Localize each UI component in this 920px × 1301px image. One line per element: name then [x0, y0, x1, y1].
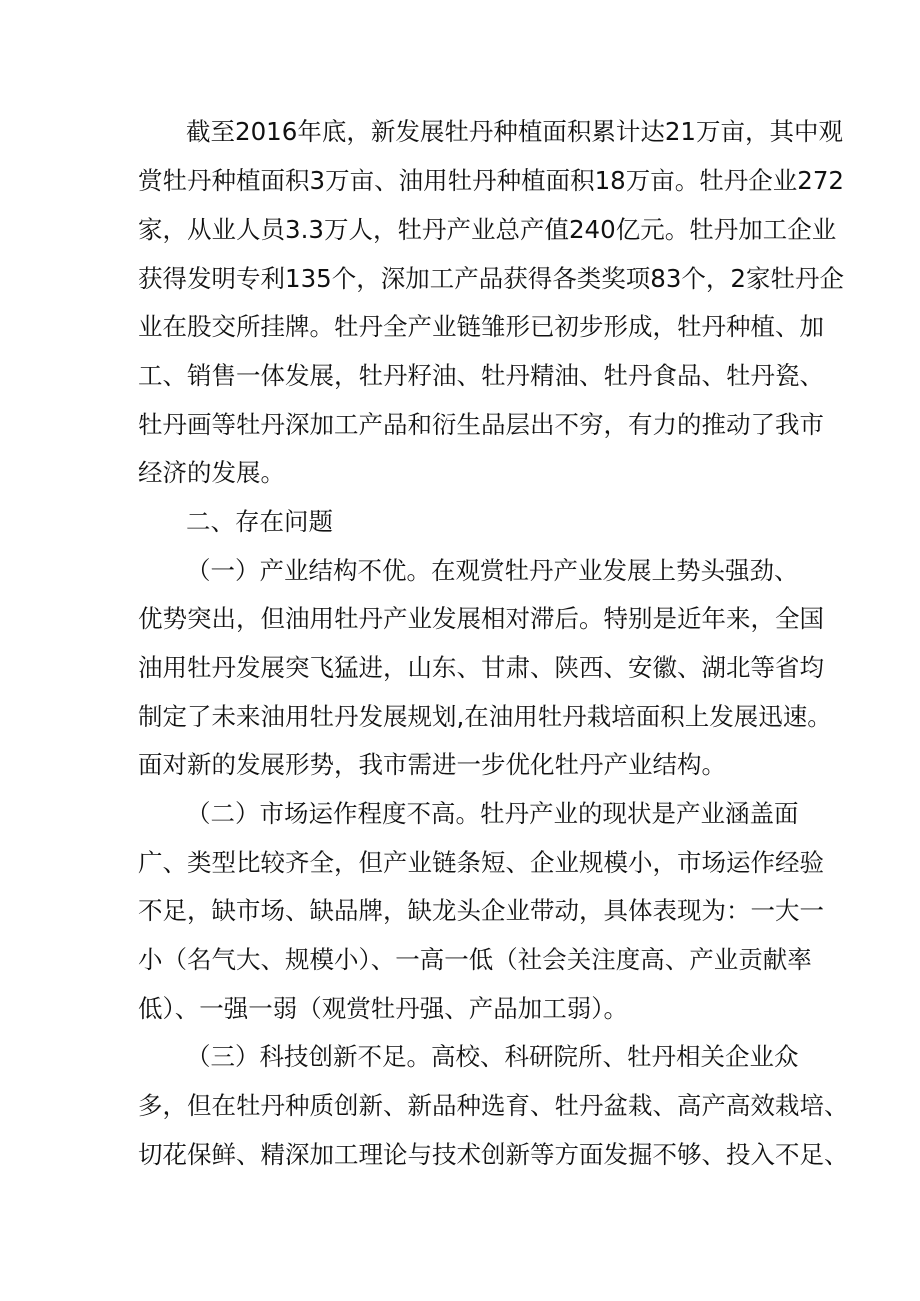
text-line: 面对新的发展形势，我市需进一步优化牡丹产业结构。 [138, 750, 726, 779]
text-line: 获得发明专利135个，深加工产品获得各类奖项83个，2家牡丹企 [138, 264, 845, 293]
text-line: 家，从业人员3.3万人，牡丹产业总产值240亿元。牡丹加工企业 [138, 215, 837, 244]
text-line: 赏牡丹种植面积3万亩、油用牡丹种植面积18万亩。牡丹企业272 [138, 166, 845, 195]
text-line: 广、类型比较齐全，但产业链条短、企业规模小，市场运作经验 [138, 848, 824, 877]
text-line: 业在股交所挂牌。牡丹全产业链雏形已初步形成，牡丹种植、加 [138, 312, 824, 341]
text-line: 不足，缺市场、缺品牌，缺龙头企业带动，具体表现为：一大一 [138, 896, 824, 925]
text-line: 制定了未来油用牡丹发展规划,在油用牡丹栽培面积上发展迅速。 [138, 702, 832, 731]
text-line: 油用牡丹发展突飞猛进，山东、甘肃、陕西、安徽、湖北等省均 [138, 653, 824, 682]
text-line: 低）、一强一弱（观赏牡丹强、产品加工弱）。 [138, 994, 628, 1023]
text-line: （二）市场运作程度不高。牡丹产业的现状是产业涵盖面 [186, 799, 799, 828]
text-line: 切花保鲜、精深加工理论与技术创新等方面发掘不够、投入不足、 [138, 1140, 849, 1169]
text-line: 小（名气大、规模小）、一高一低（社会关注度高、产业贡献率 [138, 945, 812, 974]
text-line: 牡丹画等牡丹深加工产品和衍生品层出不穷，有力的推动了我市 [138, 410, 824, 439]
section-heading: 二、存在问题 [186, 507, 333, 536]
text-line: （一）产业结构不优。在观赏牡丹产业发展上势头强劲、 [186, 556, 799, 585]
text-line: （三）科技创新不足。高校、科研院所、牡丹相关企业众 [186, 1042, 799, 1071]
text-line: 优势突出，但油用牡丹产业发展相对滞后。特别是近年来，全国 [138, 604, 824, 633]
text-line: 多，但在牡丹种质创新、新品种选育、牡丹盆栽、高产高效栽培、 [138, 1091, 849, 1120]
text-line: 工、销售一体发展，牡丹籽油、牡丹精油、牡丹食品、牡丹瓷、 [138, 361, 824, 390]
text-line: 经济的发展。 [138, 458, 285, 487]
text-line: 截至2016年底，新发展牡丹种植面积累计达21万亩，其中观 [186, 117, 844, 146]
